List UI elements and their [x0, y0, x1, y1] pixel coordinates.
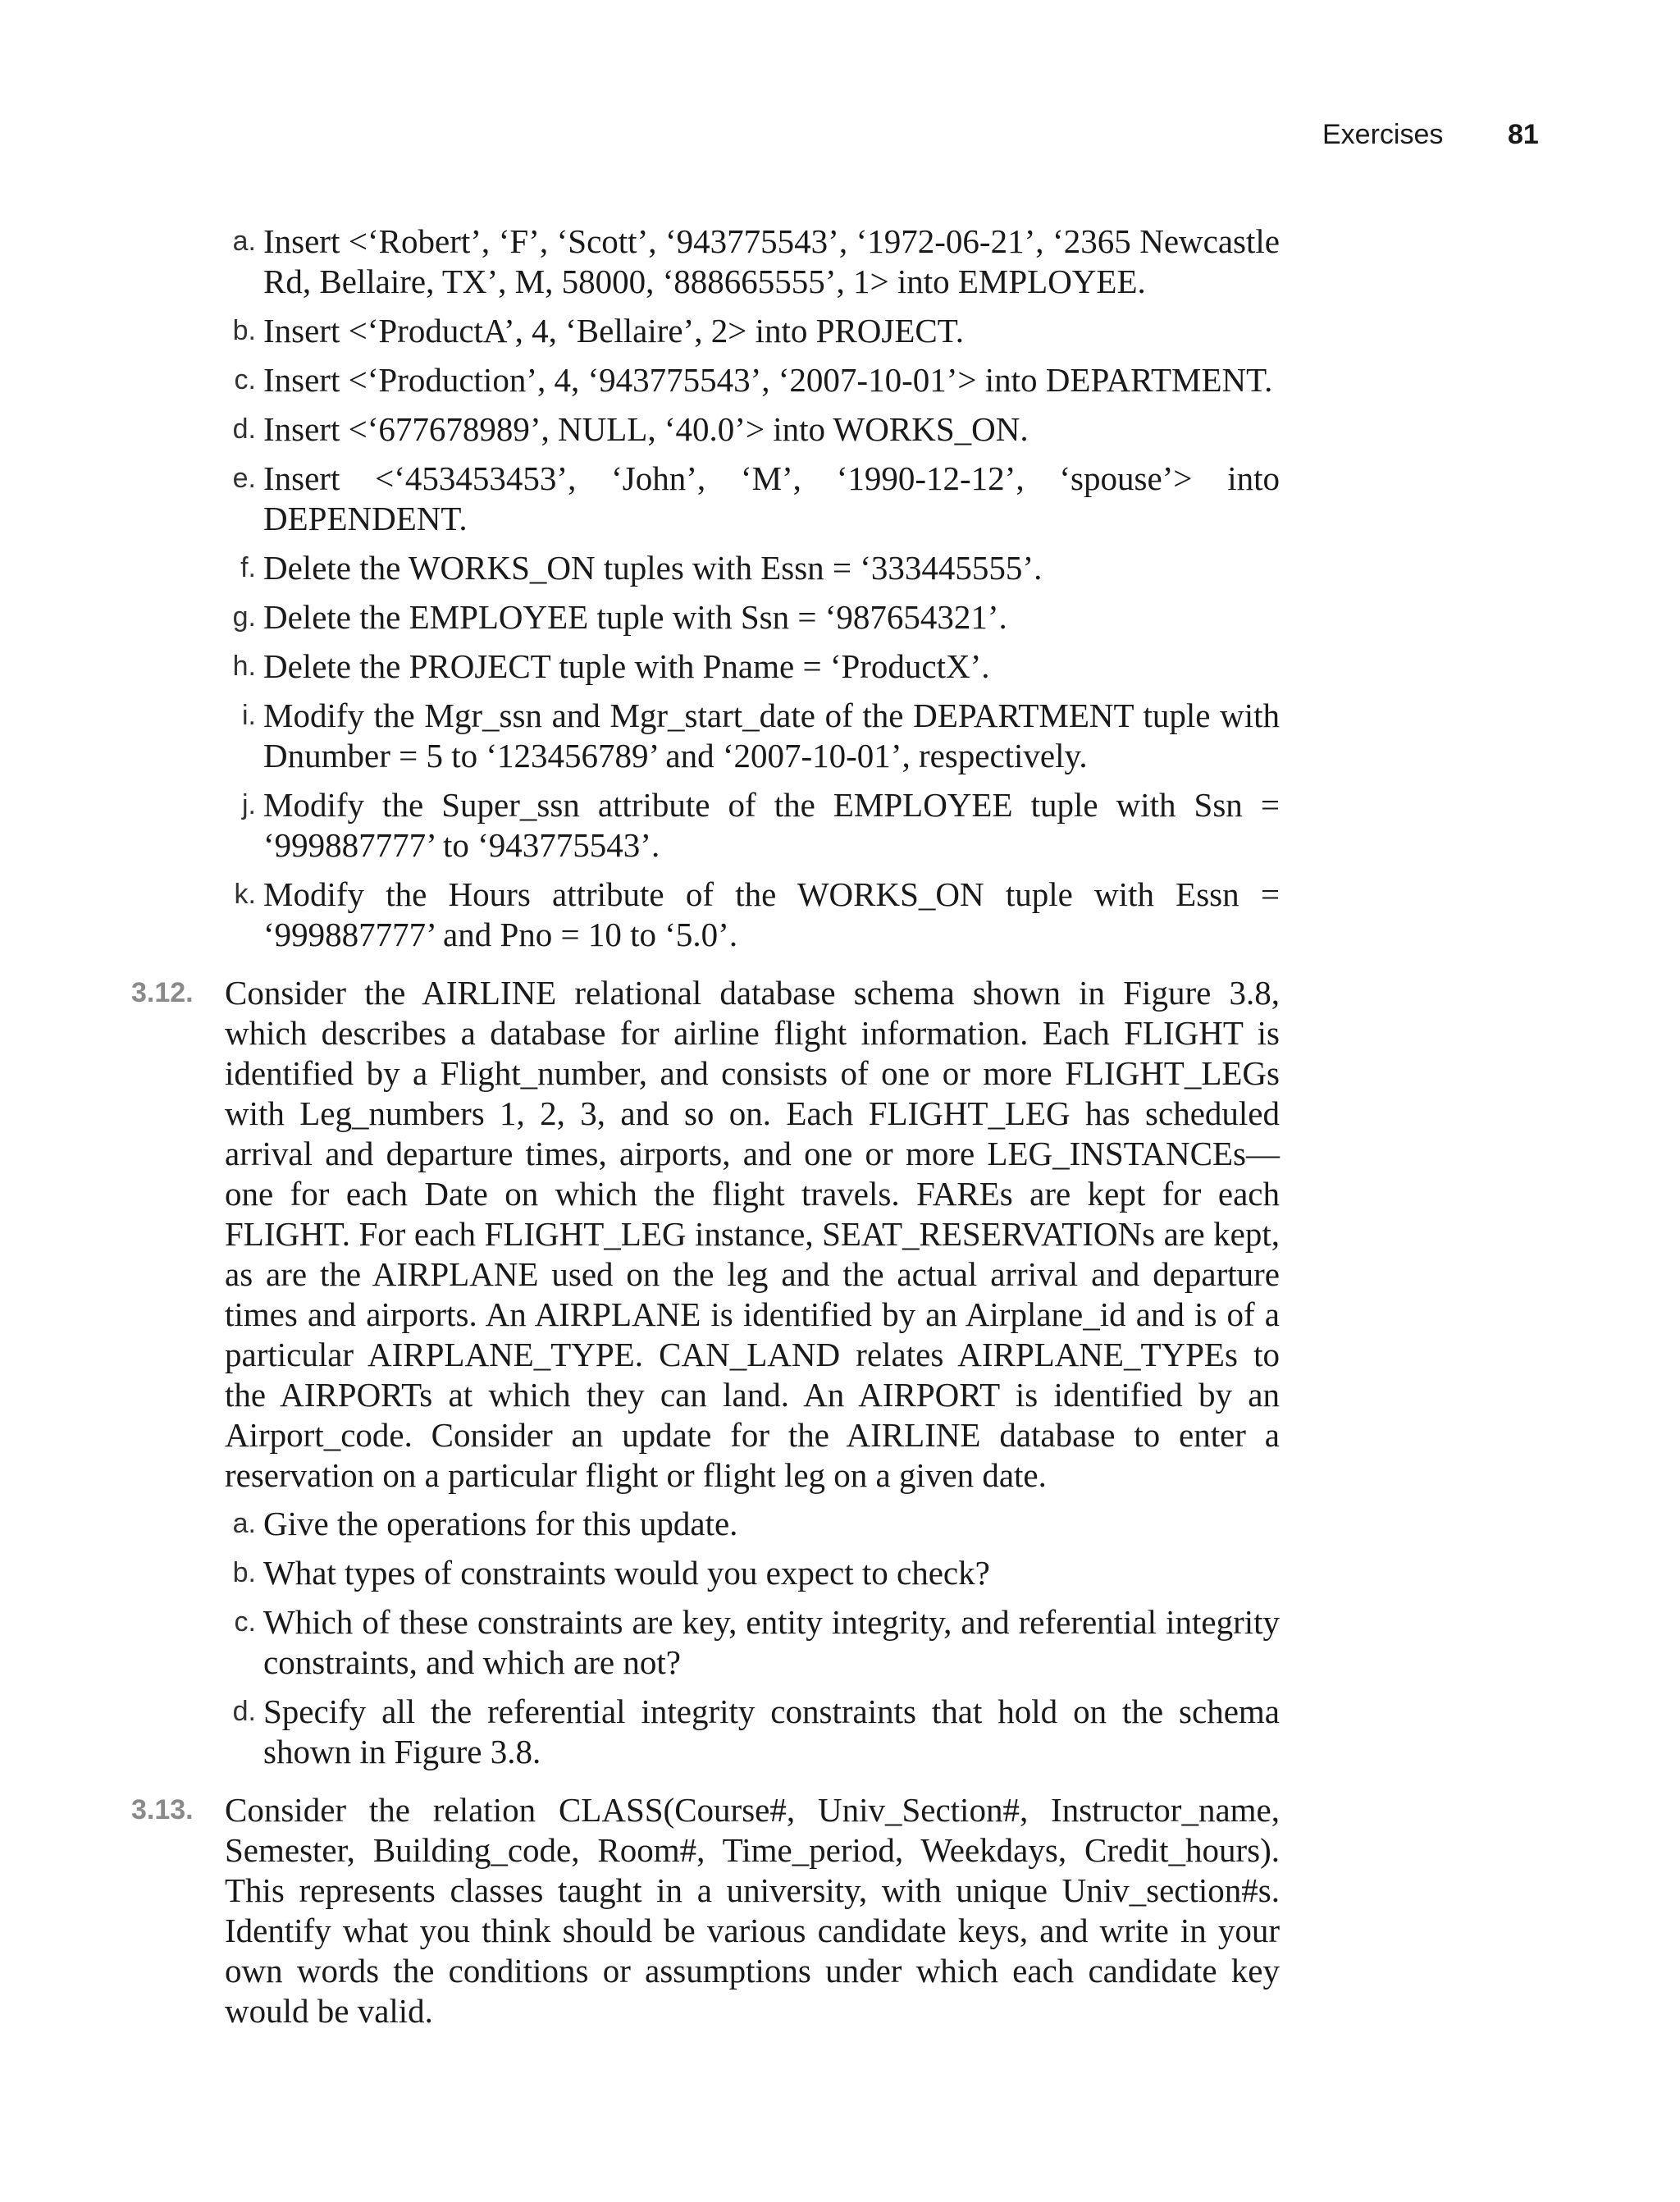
item-text: Modify the Mgr_ssn and Mgr_start_date of the DEPARTMENT tuple with Dnumber = 5 to ‘123456789’ and ‘2007-10-01’, respectively. — [263, 697, 1280, 774]
item-label: b. — [232, 315, 256, 346]
item-label: h. — [232, 651, 256, 682]
item-label: g. — [232, 601, 256, 633]
item-label: b. — [232, 1557, 256, 1588]
item-label: c. — [234, 1606, 256, 1638]
item-label: e. — [232, 463, 256, 494]
item-label: c. — [234, 364, 256, 395]
item-text: Delete the EMPLOYEE tuple with Ssn = ‘987654321’. — [263, 598, 1007, 636]
list-item — [131, 646, 1280, 687]
list-item — [131, 548, 1280, 588]
item-text: Insert <‘Production’, 4, ‘943775543’, ‘2007-10-01’> into DEPARTMENT. — [263, 361, 1273, 399]
list-item — [131, 1504, 1280, 1544]
exercise-3-13 — [131, 1790, 1280, 2031]
item-text: Modify the Super_ssn attribute of the EMPLOYEE tuple with Ssn = ‘999887777’ to ‘943775543’. — [263, 786, 1280, 864]
item-text: Delete the WORKS_ON tuples with Essn = ‘333445555’. — [263, 549, 1043, 587]
list-item — [131, 696, 1280, 776]
item-label: d. — [232, 1696, 256, 1727]
item-text: Give the operations for this update. — [263, 1505, 738, 1542]
list-item — [131, 459, 1280, 539]
item-label: k. — [234, 879, 256, 910]
list-item — [131, 409, 1280, 450]
exercise-number: 3.13. — [131, 1794, 194, 1825]
list-item — [131, 1602, 1280, 1683]
page-number: 81 — [1508, 119, 1539, 150]
section-title: Exercises — [1322, 119, 1444, 150]
list-item — [131, 785, 1280, 866]
list-item — [131, 597, 1280, 637]
exercise-3-12 — [131, 973, 1280, 1496]
exercise-text: Consider the relation CLASS(Course#, Univ_Section#, Instructor_name, Semester, Building_code, Room#, Time_period, Weekdays, Credit_hours). This represents classes taught in a university, with unique Univ_section#s. Identify what you think should be various candidate keys, and write in your own words the conditions or assumptions under which each candidate key would be valid. — [225, 1791, 1280, 2030]
item-text: Insert <‘Robert’, ‘F’, ‘Scott’, ‘943775543’, ‘1972-06-21’, ‘2365 Newcastle Rd, Bellaire, TX’, M, 58000, ‘888665555’, 1> into EMPLOYEE. — [263, 222, 1280, 300]
list-item — [131, 875, 1280, 955]
item-label: a. — [232, 1508, 256, 1539]
item-text: Insert <‘453453453’, ‘John’, ‘M’, ‘1990-12-12’, ‘spouse’> into DEPENDENT. — [263, 459, 1280, 537]
running-header — [0, 119, 1680, 160]
item-text: Specify all the referential integrity constraints that hold on the schema shown in Figure 3.8. — [263, 1693, 1280, 1770]
item-text: Delete the PROJECT tuple with Pname = ‘ProductX’. — [263, 647, 990, 685]
item-label: a. — [232, 226, 256, 257]
list-item — [131, 1692, 1280, 1772]
list-item — [131, 360, 1280, 400]
list-item — [131, 1553, 1280, 1593]
page-body — [131, 222, 1280, 2040]
exercise-text: Consider the AIRLINE relational database schema shown in Figure 3.8, which describes a database for airline flight information. Each FLIGHT is identified by a Flight_number, and consists of one or more FLIGHT_LEGs with Leg_numbers 1, 2, 3, and so on. Each FLIGHT_LEG has scheduled arrival and departure times, airports, and one or more LEG_INSTANCEs—one for each Date on which the flight travels. FAREs are kept for each FLIGHT. For each FLIGHT_LEG instance, SEAT_RESERVATIONs are kept, as are the AIRPLANE used on the leg and the actual arrival and departure times and airports. An AIRPLANE is identified by an Airplane_id and is of a particular AIRPLANE_TYPE. CAN_LAND relates AIRPLANE_TYPEs to the AIRPORTs at which they can land. An AIRPORT is identified by an Airport_code. Consider an update for the AIRLINE database to enter a reservation on a particular flight or flight leg on a given date. — [225, 974, 1280, 1494]
exercise-number: 3.12. — [131, 977, 194, 1008]
item-label: d. — [232, 413, 256, 445]
item-label: f. — [240, 552, 256, 583]
item-text: Which of these constraints are key, entity integrity, and referential integrity constraints, and which are not? — [263, 1603, 1280, 1681]
item-text: Insert <‘ProductA’, 4, ‘Bellaire’, 2> into PROJECT. — [263, 312, 964, 349]
item-text: Insert <‘677678989’, NULL, ‘40.0’> into WORKS_ON. — [263, 410, 1029, 448]
list-item — [131, 222, 1280, 302]
item-text: Modify the Hours attribute of the WORKS_ON tuple with Essn = ‘999887777’ and Pno = 10 to ‘5.0’. — [263, 875, 1280, 953]
item-label: i. — [242, 700, 256, 731]
item-text: What types of constraints would you expect to check? — [263, 1554, 990, 1592]
item-label: j. — [242, 789, 256, 820]
list-item — [131, 311, 1280, 351]
